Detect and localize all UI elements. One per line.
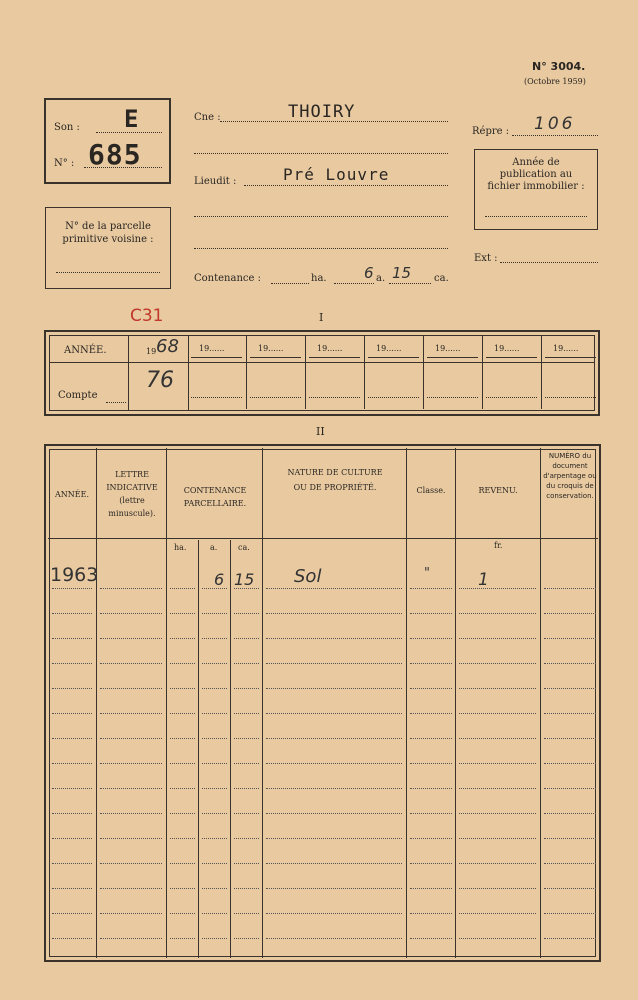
header-contenance: CONTENANCE PARCELLAIRE.: [183, 486, 247, 508]
table-row-line: [202, 863, 227, 864]
table-row-line: [202, 913, 227, 914]
header-classe: Classe.: [416, 486, 446, 495]
section-ii-inner: [49, 449, 596, 957]
table-row-line: [234, 938, 259, 939]
section-i-compte-dots: [309, 397, 360, 398]
repre-field[interactable]: [512, 135, 598, 136]
commune-line-2[interactable]: [194, 153, 448, 154]
table-row-line: [170, 788, 195, 789]
section-i-col-sep: [541, 335, 542, 409]
lieudit-line-3[interactable]: [194, 248, 448, 249]
table-row-line: [234, 838, 259, 839]
table-row-line: [100, 588, 162, 589]
table-row-line: [410, 763, 452, 764]
contenance-ca-field[interactable]: [389, 283, 431, 284]
commune-label: Cne :: [194, 112, 221, 123]
lieudit-label: Lieudit :: [194, 176, 237, 187]
table-row-line: [100, 613, 162, 614]
annee-publication-field[interactable]: [485, 216, 587, 217]
table-row-line: [544, 863, 596, 864]
sub-fr: fr.: [494, 541, 503, 550]
table-row-line: [52, 688, 92, 689]
table-row-line: [100, 913, 162, 914]
lieudit-field[interactable]: [244, 185, 448, 186]
section-i-col-sep: [482, 335, 483, 409]
table-row-line: [459, 813, 536, 814]
section-i-red-note: C31: [130, 306, 164, 326]
table-row-line: [266, 913, 402, 914]
section-i-year-column[interactable]: 19......: [435, 344, 461, 353]
section-i-compte-dots: [106, 402, 126, 403]
header-lettre: LETTRE INDICATIVE (lettre minuscule).: [106, 470, 158, 518]
table-row-line: [202, 613, 227, 614]
table-row-line: [459, 588, 536, 589]
contenance-ca-label: ca.: [434, 273, 449, 284]
table-row-line: [459, 838, 536, 839]
table-row-line: [170, 938, 195, 939]
table-row-line: [202, 588, 227, 589]
lieudit-line-2[interactable]: [194, 216, 448, 217]
table-row-line: [170, 763, 195, 764]
header-divider: [48, 538, 598, 539]
table-row-line: [202, 788, 227, 789]
table-row-line: [52, 813, 92, 814]
table-row-line: [410, 663, 452, 664]
table-row-line: [170, 688, 195, 689]
table-row-line: [202, 663, 227, 664]
table-row-line: [266, 588, 402, 589]
table-row-line: [266, 663, 402, 664]
table-row-line: [52, 863, 92, 864]
table-row-line: [52, 913, 92, 914]
table-row-line: [410, 938, 452, 939]
section-number-box: [44, 98, 171, 184]
contenance-ha-label: ha.: [311, 273, 327, 284]
table-row-line: [100, 688, 162, 689]
lieudit-value: Pré Louvre: [283, 165, 390, 184]
table-row-line: [266, 713, 402, 714]
section-i-annee-label: ANNÉE.: [64, 345, 107, 356]
parcelle-primitive-box: [45, 207, 171, 289]
section-i-year-underline: [486, 357, 537, 358]
table-row-line: [202, 813, 227, 814]
section-i-col-sep: [305, 335, 306, 409]
section-value: E: [124, 105, 140, 133]
table-row-line: [544, 713, 596, 714]
sub-ca: ca.: [238, 543, 250, 552]
table-row-line: [52, 763, 92, 764]
table-row-line: [544, 688, 596, 689]
table-row-line: [544, 588, 596, 589]
table-row-line: [544, 763, 596, 764]
section-i-col-sep: [423, 335, 424, 409]
table-row-line: [544, 938, 596, 939]
table-row-line: [544, 738, 596, 739]
section-i-col-sep: [128, 336, 129, 410]
table-row-line: [234, 863, 259, 864]
table-row-line: [100, 638, 162, 639]
table-row-line: [544, 638, 596, 639]
entry-a[interactable]: 6: [214, 570, 225, 589]
table-row-line: [410, 613, 452, 614]
table-row-line: [52, 838, 92, 839]
sub-ha: ha.: [174, 543, 187, 552]
entry-revenu[interactable]: 1: [478, 570, 489, 590]
table-row-line: [234, 788, 259, 789]
col-sep-sub: [230, 540, 231, 958]
table-row-line: [52, 938, 92, 939]
table-row-line: [459, 663, 536, 664]
table-row-line: [170, 913, 195, 914]
table-row-line: [410, 813, 452, 814]
table-row-line: [202, 713, 227, 714]
section-ii-title: II: [316, 425, 325, 438]
section-i-title: I: [319, 311, 324, 324]
table-row-line: [266, 763, 402, 764]
section-i-divider: [50, 362, 594, 363]
annee-publication-box: [474, 149, 598, 230]
table-row-line: [100, 813, 162, 814]
table-row-line: [410, 588, 452, 589]
table-row-line: [52, 738, 92, 739]
table-row-line: [410, 788, 452, 789]
table-row-line: [170, 738, 195, 739]
table-row-line: [459, 938, 536, 939]
table-row-line: [170, 713, 195, 714]
section-i-compte-dots: [545, 397, 596, 398]
section-i-year-underline: [309, 357, 360, 358]
table-row-line: [234, 663, 259, 664]
contenance-a-value: 6: [364, 264, 374, 282]
table-row-line: [544, 813, 596, 814]
form-edition: (Octobre 1959): [524, 77, 586, 86]
table-row-line: [459, 788, 536, 789]
table-row-line: [170, 888, 195, 889]
section-ii-table: [44, 444, 601, 962]
section-i-compte-dots: [250, 397, 301, 398]
section-i-year-prefix: 19: [146, 347, 157, 356]
col-sep: [406, 448, 407, 958]
section-i-col-sep: [364, 335, 365, 409]
table-row-line: [52, 663, 92, 664]
table-row-line: [266, 888, 402, 889]
table-row-line: [410, 738, 452, 739]
table-row-line: [100, 838, 162, 839]
contenance-ca-value: 15: [392, 264, 412, 282]
table-row-line: [202, 763, 227, 764]
contenance-label: Contenance :: [194, 273, 261, 284]
section-i-year-underline: [250, 357, 301, 358]
header-revenu: REVENU.: [478, 486, 518, 495]
section-i-year-underline: [427, 357, 478, 358]
table-row-line: [234, 713, 259, 714]
entry-nature[interactable]: Sol: [294, 566, 322, 587]
table-row-line: [234, 688, 259, 689]
table-row-line: [170, 838, 195, 839]
table-row-line: [170, 813, 195, 814]
section-i-compte-dots: [486, 397, 537, 398]
col-sep: [166, 448, 167, 958]
table-row-line: [202, 738, 227, 739]
table-row-line: [234, 888, 259, 889]
repre-value: 106: [534, 114, 576, 134]
table-row-line: [170, 613, 195, 614]
parcelle-field[interactable]: [56, 272, 160, 273]
section-i-year-column[interactable]: 19......: [376, 344, 402, 353]
table-row-line: [100, 738, 162, 739]
table-row-line: [234, 763, 259, 764]
sub-a: a.: [210, 543, 218, 552]
section-i-table: [44, 330, 600, 416]
repre-label: Répre :: [472, 126, 510, 137]
table-row-line: [410, 713, 452, 714]
table-row-line: [544, 913, 596, 914]
table-row-line: [52, 613, 92, 614]
table-row-line: [410, 638, 452, 639]
table-row-line: [100, 713, 162, 714]
table-row-line: [202, 888, 227, 889]
annee-publication-label: Année de publication au fichier immobilier :: [487, 157, 585, 192]
table-row-line: [52, 638, 92, 639]
parcelle-label: N° de la parcelle primitive voisine :: [62, 221, 154, 245]
table-row-line: [459, 913, 536, 914]
section-i-year-column[interactable]: 19......: [258, 344, 284, 353]
section-i-col-sep: [246, 335, 247, 409]
table-row-line: [234, 738, 259, 739]
table-row-line: [266, 813, 402, 814]
table-row-line: [544, 613, 596, 614]
section-i-year-underline: [545, 357, 596, 358]
table-row-line: [410, 838, 452, 839]
table-row-line: [459, 763, 536, 764]
table-row-line: [100, 888, 162, 889]
table-row-line: [170, 663, 195, 664]
table-row-line: [170, 863, 195, 864]
entry-ca[interactable]: 15: [234, 570, 255, 589]
table-row-line: [410, 688, 452, 689]
header-nature: NATURE DE CULTURE OU DE PROPRIÉTÉ.: [287, 468, 383, 492]
table-row-line: [52, 588, 92, 589]
table-row-line: [459, 713, 536, 714]
col-sep: [96, 448, 97, 958]
table-row-line: [544, 663, 596, 664]
section-i-year-column[interactable]: 19......: [494, 344, 520, 353]
table-row-line: [410, 913, 452, 914]
col-sep: [455, 448, 456, 958]
section-i-compte-dots: [368, 397, 419, 398]
col-sep-sub: [198, 540, 199, 958]
section-i-year-column[interactable]: 19......: [317, 344, 343, 353]
header-annee: ANNÉE.: [55, 490, 89, 499]
section-i-compte-value[interactable]: 76: [146, 368, 174, 393]
entry-classe[interactable]: ": [424, 566, 430, 581]
table-row-line: [459, 613, 536, 614]
table-row-line: [52, 888, 92, 889]
table-row-line: [100, 938, 162, 939]
table-row-line: [459, 888, 536, 889]
table-row-line: [234, 813, 259, 814]
table-row-line: [266, 738, 402, 739]
table-row-line: [544, 888, 596, 889]
table-row-line: [100, 763, 162, 764]
section-i-year-column[interactable]: 19......: [553, 344, 579, 353]
table-row-line: [52, 713, 92, 714]
table-row-line: [100, 788, 162, 789]
table-row-line: [266, 688, 402, 689]
contenance-a-field[interactable]: [334, 283, 374, 284]
header-numero: NUMÉRO du document d'arpentage ou du croquis de conservation.: [543, 452, 597, 500]
table-row-line: [202, 638, 227, 639]
table-row-line: [202, 688, 227, 689]
entry-annee[interactable]: 1963: [50, 564, 99, 586]
ext-label: Ext :: [474, 253, 498, 264]
commune-value: THOIRY: [288, 102, 356, 122]
table-row-line: [410, 888, 452, 889]
ext-field[interactable]: [500, 262, 598, 263]
table-row-line: [234, 913, 259, 914]
section-label: Son :: [54, 122, 80, 133]
table-row-line: [202, 838, 227, 839]
table-row-line: [234, 588, 259, 589]
table-row-line: [544, 838, 596, 839]
table-row-line: [410, 863, 452, 864]
no-value: 685: [88, 138, 142, 171]
section-i-year-underline: [191, 357, 242, 358]
section-i-year-underline: [368, 357, 419, 358]
table-row-line: [459, 863, 536, 864]
table-row-line: [234, 638, 259, 639]
table-row-line: [266, 838, 402, 839]
section-i-compte-dots: [191, 397, 242, 398]
section-i-compte-label: Compte: [58, 390, 98, 401]
col-sep: [262, 448, 263, 958]
form-number: N° 3004.: [532, 60, 586, 73]
section-i-col-sep: [188, 336, 189, 410]
contenance-ha-field[interactable]: [271, 283, 309, 284]
table-row-line: [202, 938, 227, 939]
col-sep: [540, 448, 541, 958]
section-i-year-handwritten: 68: [156, 336, 179, 357]
table-row-line: [234, 613, 259, 614]
table-row-line: [170, 638, 195, 639]
table-row-line: [266, 613, 402, 614]
no-label: N° :: [54, 158, 75, 169]
table-row-line: [100, 663, 162, 664]
table-row-line: [459, 738, 536, 739]
table-row-line: [544, 788, 596, 789]
table-row-line: [459, 638, 536, 639]
table-row-line: [266, 788, 402, 789]
table-row-line: [52, 788, 92, 789]
table-row-line: [266, 638, 402, 639]
table-row-line: [170, 588, 195, 589]
contenance-a-label: a.: [376, 273, 386, 284]
table-row-line: [266, 863, 402, 864]
section-i-compte-dots: [427, 397, 478, 398]
section-i-year-column[interactable]: 19......: [199, 344, 225, 353]
table-row-line: [100, 863, 162, 864]
table-row-line: [266, 938, 402, 939]
table-row-line: [459, 688, 536, 689]
